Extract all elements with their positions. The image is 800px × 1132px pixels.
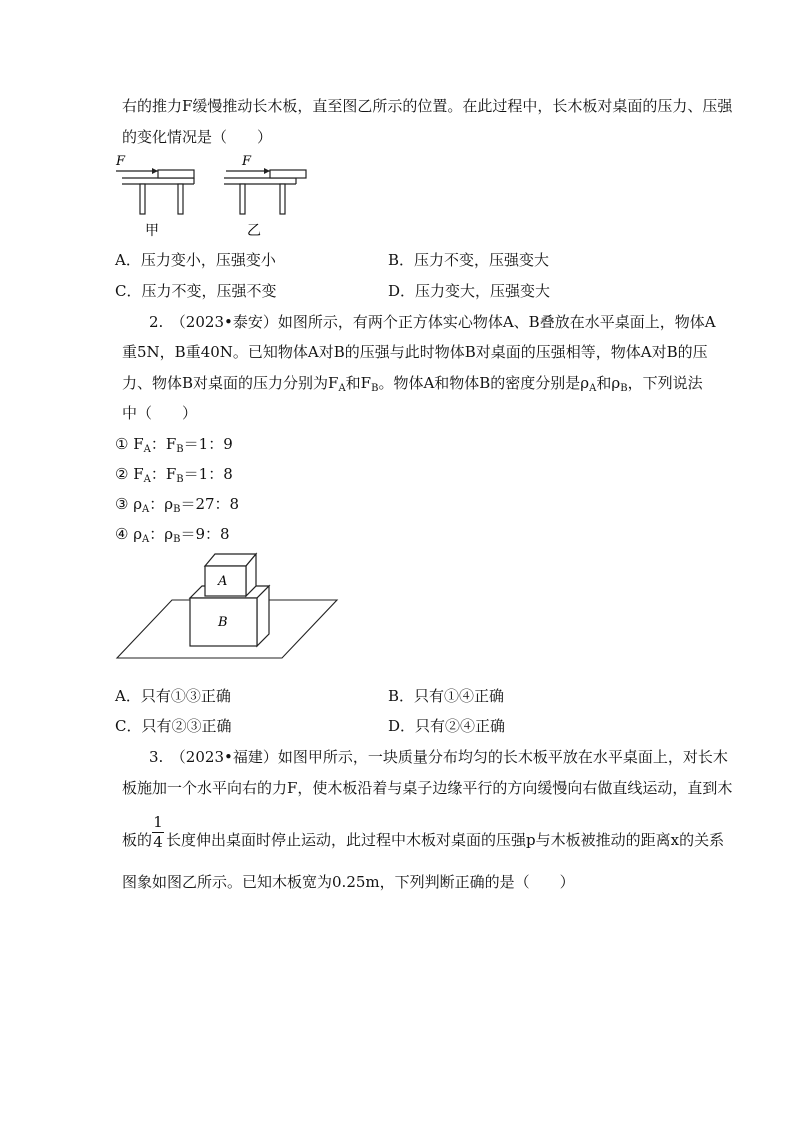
q1-option-c[interactable]: C．压力不变，压强不变 (115, 282, 277, 300)
q3-text-line1: 3. （2023•福建）如图甲所示，一块质量分布均匀的长木板平放在水平桌面上，对长木 (149, 748, 728, 766)
q1-option-d[interactable]: D．压力变大，压强变大 (388, 282, 551, 300)
q1-option-b[interactable]: B．压力不变，压强变大 (388, 251, 550, 269)
q2-figure (112, 548, 342, 663)
q2-option-b[interactable]: B．只有①④正确 (388, 687, 505, 705)
force-label-yi: F (242, 154, 252, 169)
q2-option-a[interactable]: A．只有①③正确 (115, 687, 231, 705)
q2-option-d[interactable]: D．只有②④正确 (388, 717, 506, 735)
board-yi (270, 170, 306, 178)
fig-label-yi: 乙 (247, 223, 261, 239)
q3-text-line3-pre: 板的 (122, 831, 153, 849)
q2-text-line2: 重5N，B重40N。已知物体A对B的压强与此时物体B对桌面的压强相等，物体A对B的压 (122, 343, 708, 361)
fraction-numerator: 1 (153, 813, 163, 831)
fig-label-jia: 甲 (145, 223, 159, 239)
q1-text-line1: 右的推力F缓慢推动长木板，直至图乙所示的位置。在此过程中，长木板对桌面的压力、压强 (122, 97, 733, 115)
q3-text-line2: 板施加一个水平向右的力F，使木板沿着与桌子边缘平行的方向缓慢向右做直线运动，直到木 (122, 779, 733, 797)
q2-text-line4: 中（ ） (122, 404, 198, 422)
q2-item-2: ② $F_A$：$F_B=1$：8 (115, 465, 233, 485)
q2-item-4: ④ $\rho_A$：$\rho_B=9$：8 (115, 525, 230, 545)
q1-text-line2: 的变化情况是（ ） (122, 128, 273, 146)
q1-option-a[interactable]: A．压力变小，压强变小 (115, 251, 276, 269)
cube-a (205, 554, 256, 596)
q2-text-line1: 2. （2023•泰安）如图所示，有两个正方体实心物体A、B叠放在水平桌面上，物体A (149, 313, 716, 331)
cube-label-b: B (218, 615, 228, 630)
fraction-denominator: 4 (153, 833, 163, 851)
q2-text-line3: 力、物体B对桌面的压力分别为$F_A$和$F_B$。物体A和物体B的密度分别是$\rho_A$和$\rho_B$，下列说法 (122, 374, 703, 394)
q2-item-1: ① $F_A$：$F_B=1$：9 (115, 435, 233, 455)
q3-text-line3-post: 长度伸出桌面时停止运动，此过程中木板对桌面的压强p与木板被推动的距离x的关系 (166, 831, 725, 849)
q3-fraction (152, 814, 164, 851)
q2-option-c[interactable]: C．只有②③正确 (115, 717, 232, 735)
cube-label-a: A (218, 574, 228, 589)
table-yi (224, 178, 296, 214)
q1-figure (112, 150, 322, 240)
board-jia (158, 170, 194, 178)
q3-text-line4: 图象如图乙所示。已知木板宽为0.25m，下列判断正确的是（ ） (122, 873, 575, 891)
q2-item-3: ③ $\rho_A$：$\rho_B=27$：8 (115, 495, 240, 515)
force-label-jia: F (116, 154, 126, 169)
table-jia (122, 178, 194, 214)
